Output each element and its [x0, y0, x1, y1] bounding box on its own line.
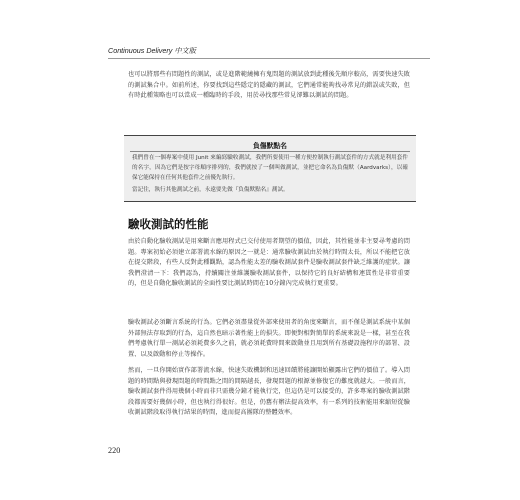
paragraph-acceptance-3: 然而，一旦你開始實作部署流水線，快速失敗機制和迅速回饋將能讓開始顯露出它們的價值了。導入問題的時間點與發現問題的時間點之間的間隔越長，發現問題的根源並修復它的難度就越大。一般而言，驗收測試套件得用幾個小時而非只需幾分鐘才能執行完，但這仍是可以接受的，許多專案的驗收測試階段都需要好幾個小時，但也執行得很好。但是，仍舊有辦法提高效率，有一系列的技術能用來縮短從驗收測試階段取得執行結果的時間，進而提高團隊的整體效率。: [128, 367, 410, 417]
sidebar-title: 負傷默點名: [253, 142, 287, 150]
header-rule: [108, 58, 430, 59]
paragraph-intro: 也可以將那些有問題性的測試，或是進階範繞擁有鬼問題的測試放到此種後先順序較高，需要快速失敗的測試集合中。如前所述，你要找到這些隱定的隱藏的測試，它們通常能夠找尋常見的錯誤或失敗，但有時此種策略也可以當成一種臨時的手段，用於尋找那些常見卻難以測試的問題。: [128, 71, 410, 100]
sidebar-divider: [130, 151, 410, 152]
page-number: 220: [108, 446, 121, 455]
paragraph-acceptance-2: 驗收測試必須斷言系統的行為。它們必須盡量從外部來使用者的角度來斷言，而不僅是測試系統中某個外部無法存取到的行為，這自然也暗示著性能上的損失。即便對相對簡單的系統來說是一樣，甚至在我們考慮執行單一測試必須耗費多久之前，就必須耗費時間來啟動並且用到所有基礎設施程序的部署、設置、以及啟動和停止等操作。: [128, 319, 410, 358]
sidebar-paragraph-2: 當記住，執行其他測試之前，永遠要先做『負傷默點名』測試。: [132, 187, 289, 193]
paragraph-acceptance-1: 由於自動化驗收測試是用來斷言應用程式已交付使用者期望的價值，因此，其性能並非主要尋考慮的問題。專案初始必須建立部署流水線的原因之一就是：通常驗收測試由於執行時間太長，所以不能把它放在提交階段，有些人反對此種觀點，認為性能太差的驗收測試套件是驗收測試套件缺乏維護的症狀。讓我們澄清一下：我們認為，持續關注並維護驗收測試套件，以保持它的良好結構和連貫性是非常重要的，但是自動化驗收測試的全面性要比測試時間在10分鐘內完成執行更重要。: [128, 238, 410, 288]
running-header: Continuous Delivery 中文版: [108, 46, 196, 55]
sidebar-box: [124, 135, 416, 202]
section-heading: 驗收測試的性能: [128, 217, 209, 231]
sidebar-paragraph-1: 我們曾在一個專案中使用 Junit 來編寫驗收測試，我們所要使用一種方便控制執行測試套件的方式就是利用套件的名字，因為它們是按字母順序排列的，我們就按了一個叫做測試，並把它命名為負傷默（Aardvarks），以確保它能保持在任何其他套件之前優先執行。: [132, 155, 408, 181]
